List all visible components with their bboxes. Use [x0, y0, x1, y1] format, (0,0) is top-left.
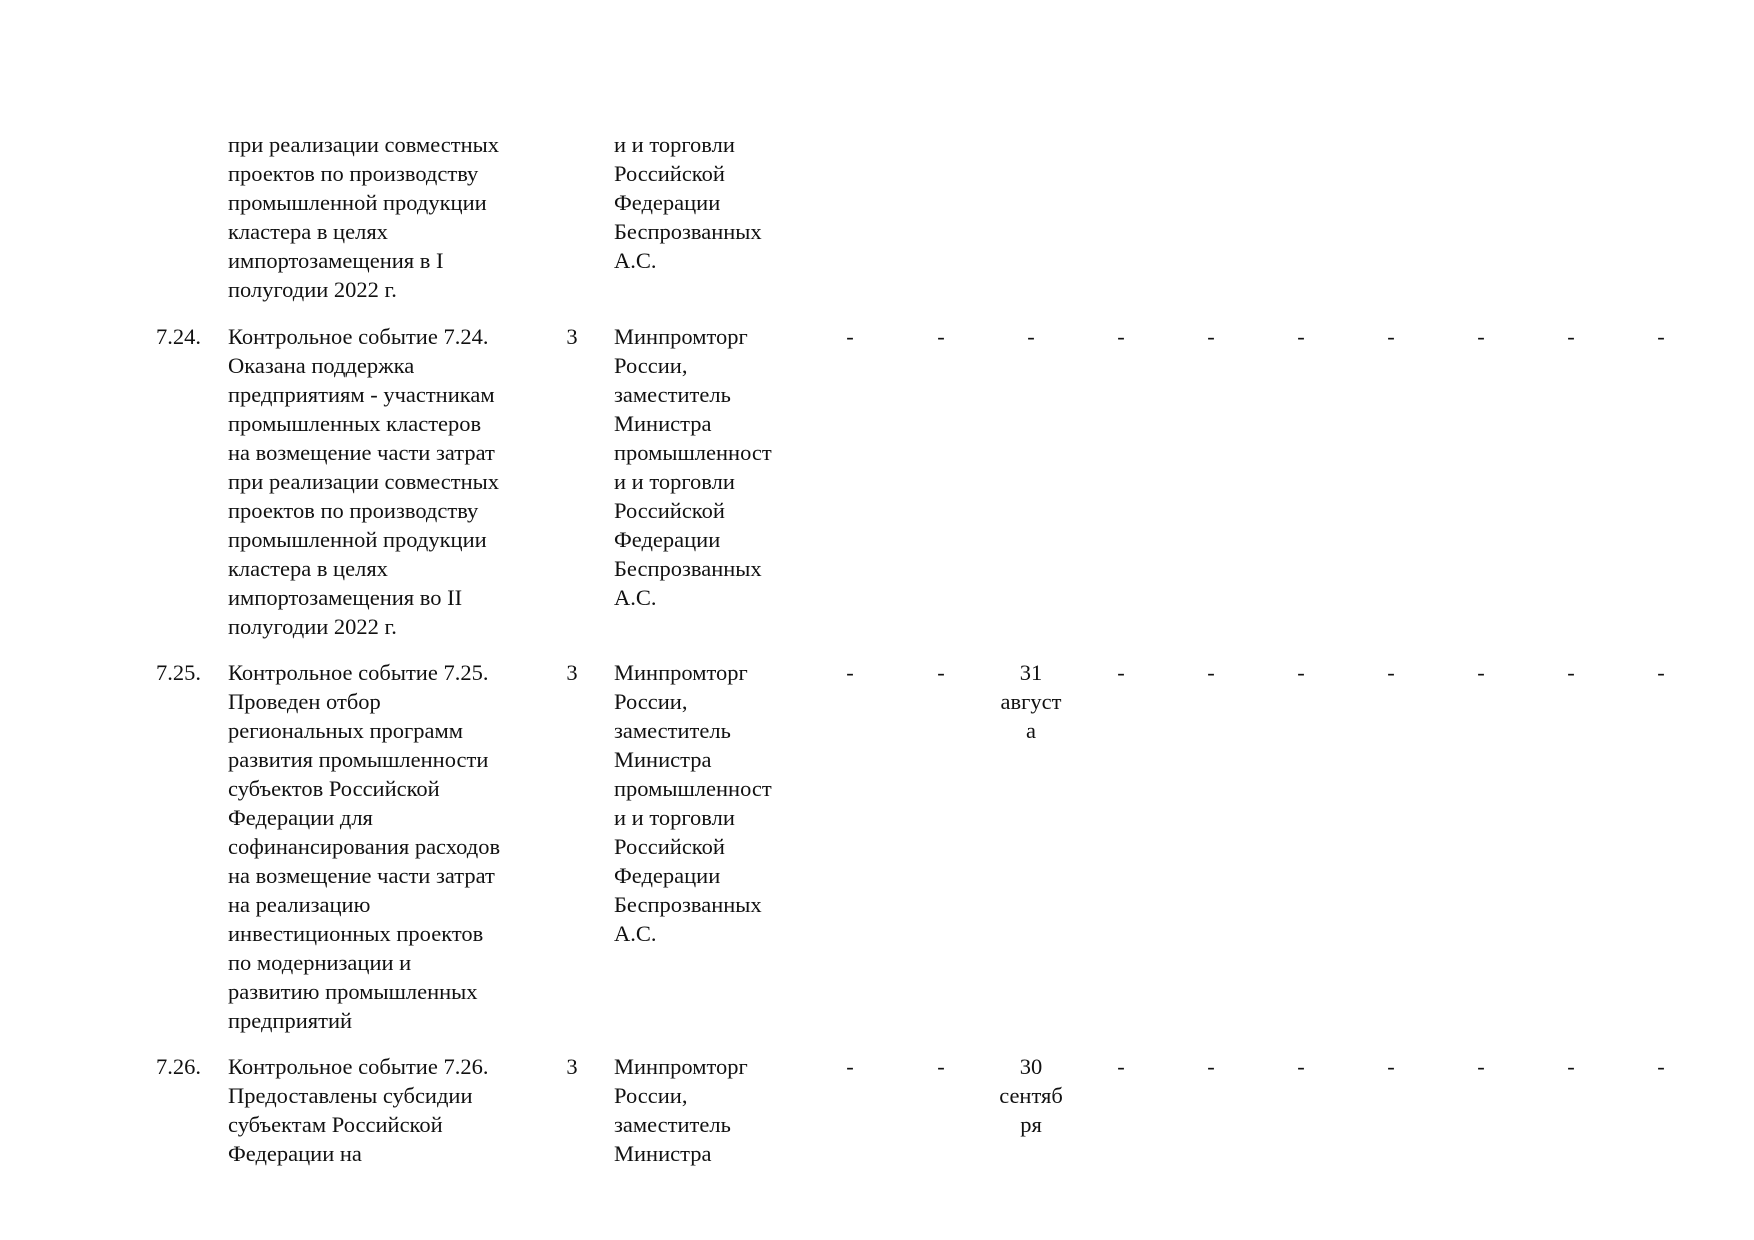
row-description: Контрольное событие 7.25. Проведен отбор региональных программ развития промышленности субъектов Российской Федерации для софинансирования расходов на возмещение части затрат на реализацию инвестиционных проектов по модернизации и развитию промышленных предприятий — [228, 660, 501, 1033]
row-value: - — [1297, 324, 1305, 349]
row-value: - — [1477, 1054, 1485, 1079]
row-value: - — [1387, 324, 1395, 349]
row-value: - — [1477, 660, 1485, 685]
row-value: - — [937, 660, 945, 685]
row-value: - — [1297, 660, 1305, 685]
row-responsible: Минпромторг России, заместитель Министра — [614, 1054, 748, 1166]
row-value: - — [1297, 1054, 1305, 1079]
row-value: - — [846, 660, 854, 685]
row-value: - — [1027, 324, 1035, 349]
row-value: - — [846, 1054, 854, 1079]
row-level: 3 — [566, 324, 578, 349]
row-value-date: 31 август а — [1000, 660, 1062, 743]
row-value: - — [1567, 324, 1575, 349]
row-value: - — [1657, 660, 1665, 685]
row-value: - — [1387, 1054, 1395, 1079]
row-number: 7.25. — [156, 660, 201, 685]
row-description: Контрольное событие 7.24. Оказана поддержка предприятиям - участникам промышленных кластеров на возмещение части затрат при реализации совместных проектов по производству промышленной продукции кластера в целях импортозамещения во II полугодии 2022 г. — [228, 324, 500, 639]
row-responsible: Минпромторг России, заместитель Министра промышленност и и торговли Российской Федерации Беспрозванных А.С. — [614, 660, 772, 946]
row-value: - — [1117, 324, 1125, 349]
row-description: при реализации совместных проектов по производству промышленной продукции кластера в целях импортозамещения в I полугодии 2022 г. — [228, 132, 500, 302]
row-value: - — [937, 1054, 945, 1079]
row-value: - — [1207, 1054, 1215, 1079]
row-value: - — [1657, 324, 1665, 349]
row-value: - — [1567, 1054, 1575, 1079]
row-value: - — [1207, 660, 1215, 685]
row-value: - — [1117, 1054, 1125, 1079]
row-responsible: и и торговли Российской Федерации Беспрозванных А.С. — [614, 132, 762, 273]
row-value: - — [1567, 660, 1575, 685]
row-responsible: Минпромторг России, заместитель Министра промышленност и и торговли Российской Федерации Беспрозванных А.С. — [614, 324, 772, 610]
row-number: 7.24. — [156, 324, 201, 349]
row-value: - — [1117, 660, 1125, 685]
row-value: - — [1477, 324, 1485, 349]
row-value-date: 30 сентяб ря — [999, 1054, 1063, 1137]
row-value: - — [1387, 660, 1395, 685]
row-value: - — [846, 324, 854, 349]
row-value: - — [1207, 324, 1215, 349]
row-level: 3 — [566, 1054, 578, 1079]
row-value: - — [937, 324, 945, 349]
row-value: - — [1657, 1054, 1665, 1079]
row-description: Контрольное событие 7.26. Предоставлены субсидии субъектам Российской Федерации на — [228, 1054, 489, 1166]
row-number: 7.26. — [156, 1054, 201, 1079]
row-level: 3 — [566, 660, 578, 685]
